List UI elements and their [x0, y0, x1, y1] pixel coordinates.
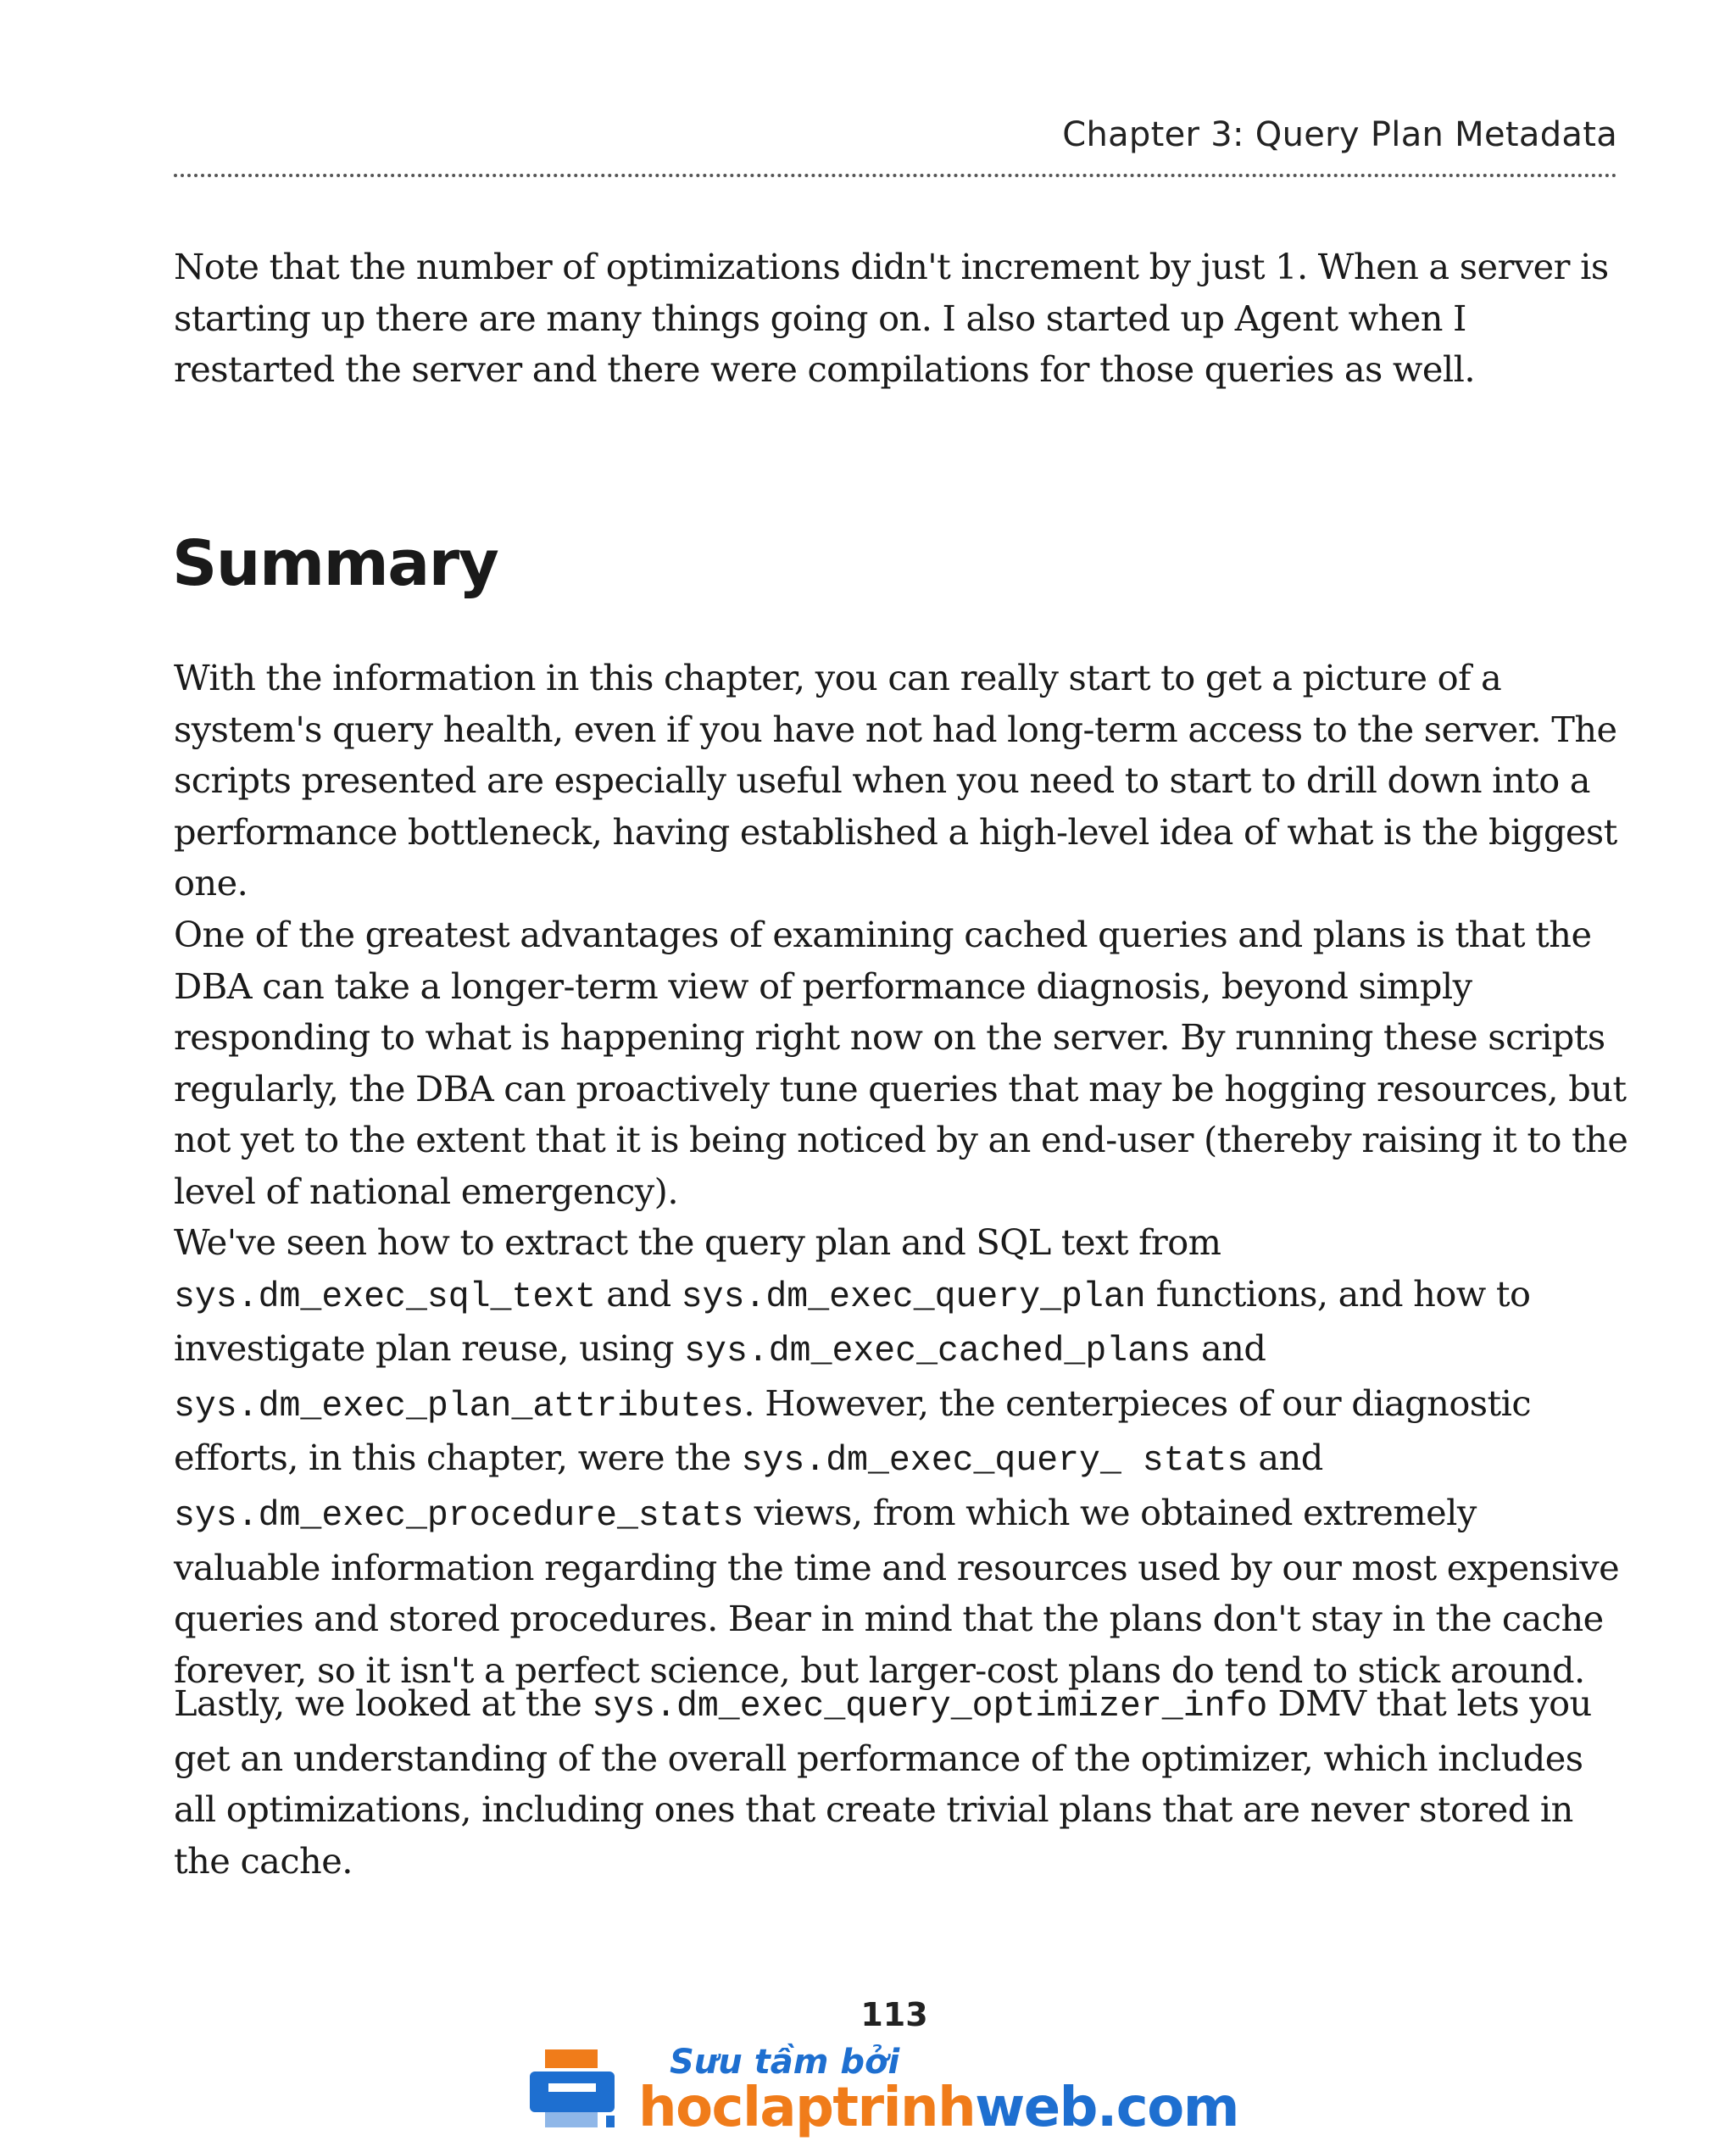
summary-paragraph-4 [174, 1678, 1632, 1887]
code-sys-dm-exec-query-optimizer-info: sys.dm_exec_query_optimizer_info [592, 1687, 1268, 1727]
section-heading: Summary [172, 527, 498, 600]
code-sys-dm-exec-plan-attributes: sys.dm_exec_plan_attributes [174, 1386, 744, 1426]
running-header: Chapter 3: Query Plan Metadata [1062, 115, 1617, 154]
watermark [530, 2043, 1238, 2139]
watermark-site-part1: hoclaptrinh [638, 2077, 976, 2139]
text-run: functions, and how to investigate plan reuse, using [174, 1272, 1531, 1370]
text-run: and [1248, 1437, 1323, 1479]
code-sys-dm-exec-query-stats: sys.dm_exec_query_ stats [741, 1441, 1249, 1482]
header-divider [174, 174, 1617, 177]
text-run: . However, the centerpieces of our diagnostic efforts, in this chapter, were the [174, 1382, 1532, 1479]
intro-paragraph [174, 242, 1632, 396]
summary-p1-text: With the information in this chapter, you can really start to get a picture of a system's query health, even if you have not had long-term access to the server. The scripts presented are especially useful when you need to start to drill down into a performance bottleneck, having established a high-level idea of what is the biggest one. [174, 657, 1617, 904]
intro-text: Note that the number of optimizations didn't increment by just 1. When a server is starting up there are many things going on. I also started up Agent when I restarted the server and there were compilations for those queries as well. [174, 246, 1609, 391]
watermark-site-part2: web.com [975, 2077, 1238, 2139]
summary-p3-text [174, 1217, 1632, 1696]
summary-p4-text [174, 1678, 1632, 1887]
summary-paragraph-2 [174, 909, 1632, 1218]
summary-paragraph-3 [174, 1217, 1632, 1696]
page-number: 113 [860, 1996, 928, 2033]
printer-logo-icon [530, 2049, 632, 2134]
code-sys-dm-exec-procedure-stats: sys.dm_exec_procedure_stats [174, 1495, 744, 1536]
summary-paragraph-1 [174, 653, 1632, 909]
text-run: Lastly, we looked at the [174, 1682, 593, 1724]
code-sys-dm-exec-query-plan: sys.dm_exec_query_plan [681, 1276, 1146, 1317]
text-run: and [1190, 1327, 1266, 1370]
summary-p2-text: One of the greatest advantages of examining cached queries and plans is that the DBA can take a longer-term view of performance diagnosis, beyond simply responding to what is happening right now on the server. By running these scripts regularly, the DBA can proactively tune queries that may be hogging resources, but not yet to the extent that it is being noticed by an end-user (thereby raising it to the level of national emergency). [174, 914, 1628, 1212]
text-run: views, from which we obtained extremely valuable information regarding the time and resources used by our most expensive queries and stored procedures. Bear in mind that the plans don't stay in the cache forever, so it isn't a perfect science, but larger-cost plans do tend to stick around. [174, 1491, 1620, 1691]
text-run: DMV that lets you get an understanding of the overall performance of the optimizer, which includes all optimizations, including ones that create trivial plans that are never stored in the cache. [174, 1682, 1592, 1882]
text-run: and [596, 1272, 682, 1315]
watermark-site [638, 2077, 1238, 2139]
code-sys-dm-exec-cached-plans: sys.dm_exec_cached_plans [684, 1332, 1191, 1372]
watermark-caption: Sưu tầm bởi [670, 2043, 900, 2082]
text-run: We've seen how to extract the query plan and SQL text from [174, 1221, 1221, 1263]
code-sys-dm-exec-sql-text: sys.dm_exec_sql_text [174, 1276, 597, 1317]
